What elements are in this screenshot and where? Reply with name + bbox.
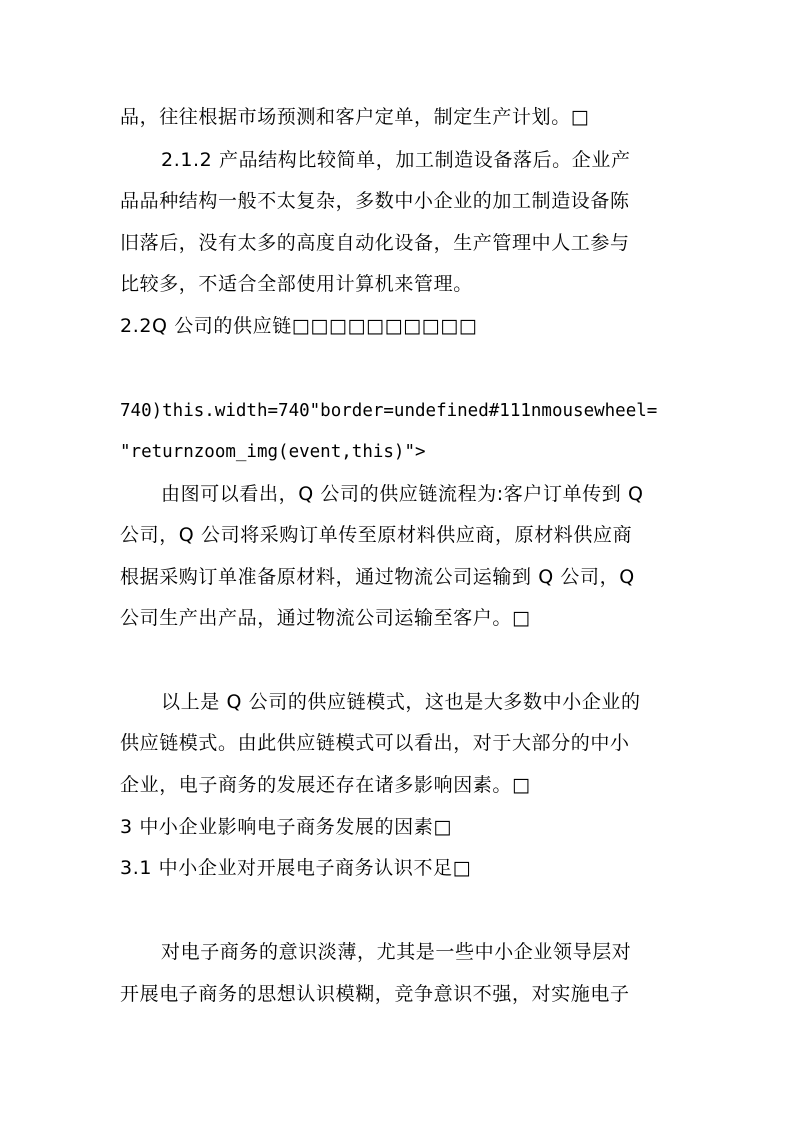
body-text-line: 以上是 Q 公司的供应链模式，这也是大多数中小企业的 — [161, 691, 641, 713]
body-text-line: 公司生产出产品，通过物流公司运输至客户。□ — [120, 607, 531, 629]
body-text-line: 品，往往根据市场预测和客户定单，制定生产计划。□ — [120, 106, 590, 128]
body-text-line: 根据采购订单准备原材料，通过物流公司运输到 Q 公司，Q — [120, 566, 635, 588]
body-text-line: 供应链模式。由此供应链模式可以看出，对于大部分的中小 — [120, 732, 630, 754]
code-fragment-line: 740)this.width=740"border=undefined#111nmousewheel= — [120, 401, 658, 421]
body-text-line: 品品种结构一般不太复杂，多数中小企业的加工制造设备陈 — [120, 190, 630, 212]
body-text-line: 旧落后，没有太多的高度自动化设备，生产管理中人工参与 — [120, 232, 630, 254]
body-text-line: 开展电子商务的思想认识模糊，竞争意识不强，对实施电子 — [120, 983, 630, 1005]
body-text-line: 公司，Q 公司将采购订单传至原材料供应商，原材料供应商 — [120, 524, 633, 546]
section-heading-2-2: 2.2Q 公司的供应链□□□□□□□□□□ — [120, 315, 478, 337]
section-heading-3-1: 3.1 中小企业对开展电子商务认识不足□ — [120, 857, 472, 879]
code-fragment-line: "returnzoom_img(event,this)"> — [120, 442, 426, 462]
section-heading-3: 3 中小企业影响电子商务发展的因素□ — [120, 816, 452, 838]
body-text-line: 比较多，不适合全部使用计算机来管理。 — [120, 273, 473, 295]
body-text-line: 企业，电子商务的发展还存在诸多影响因素。□ — [120, 774, 531, 796]
body-text-line: 由图可以看出，Q 公司的供应链流程为:客户订单传到 Q — [161, 483, 644, 505]
body-text-line: 对电子商务的意识淡薄，尤其是一些中小企业领导层对 — [161, 941, 632, 963]
section-2-1-2-line: 2.1.2 产品结构比较简单，加工制造设备落后。企业产 — [161, 149, 631, 171]
